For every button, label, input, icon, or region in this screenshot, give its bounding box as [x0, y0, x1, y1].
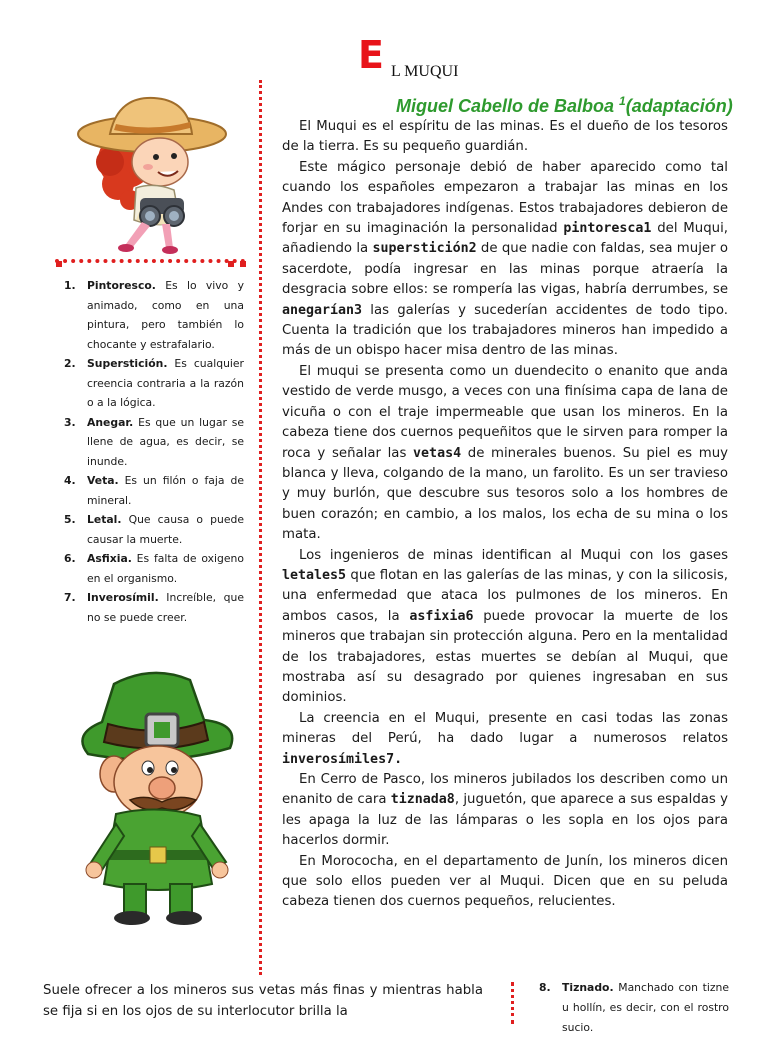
author-note: (adaptación): [625, 96, 733, 116]
glossary-item: 2. Superstición. Es cualquier creencia contraria a la razón o a la lógica.: [64, 357, 244, 409]
term-vetas: vetas4: [413, 445, 462, 461]
divider-square-right-1: [228, 261, 234, 267]
title-drop-cap: E: [358, 33, 384, 77]
glossary-item: 4. Veta. Es un filón o faja de mineral.: [64, 474, 244, 507]
girl-legs: [118, 222, 178, 254]
paragraph-6: En Cerro de Pasco, los mineros jubilados los describen como un enanito de cara tiznada8, juguetón, que aparece a sus espaldas y les apaga la luz de las lámparas o les sopla en los ojos para hacerlos dormir.: [282, 772, 728, 849]
paragraph-1: El Muqui es el espíritu de las minas. Es el dueño de los tesoros de la tierra. Es su pequeño guardián.: [282, 119, 728, 155]
paragraph-5: La creencia en el Muqui, presente en casi todas las zonas mineras del Perú, ha dado lugar a numerosos relatos inverosímiles7.: [282, 710, 728, 767]
girl-explorer-illustration: [70, 92, 230, 257]
vertical-dotted-divider: [259, 80, 262, 975]
glossary-item: 3. Anegar. Es que un lugar se llene de agua, es decir, se inunde.: [64, 415, 244, 468]
bottom-vertical-dotted-divider: [511, 982, 514, 1024]
paragraph-4: Los ingenieros de minas identifican al Muqui con los gases letales5 que flotan en las galerías de las minas, y con la silicosis, una enfermedad que ataca los pulmones de los mineros. En ambos casos, la asfixia6 puede provocar la muerte de los mineros que trabajan sin protección alguna. Pero en la mentalidad de los trabajadores, estas muertes se debían al Muqui, que mostraba así su desagrado por quienes ingresaban en sus dominios.: [282, 547, 728, 706]
muqui-body: [86, 809, 228, 890]
paragraph-2: Este mágico personaje debió de haber aparecido como tal cuando los españoles empezaron a trabajar las minas en los Andes con trabajadores indígenas. Estos trabajadores debieron de forjar en su imaginación la personalidad pintoresca1 del Muqui, añadiendo la superstición2 de que nadie con faldas, sea mujer o sacerdote, podía ingresar en las minas porque atraería la desgracia sobre ellos: se rompería las vigas, habría derrumbes, se anegarían3 las galerías y sucederían accidentes de todo tipo. Cuenta la tradición que los trabajadores mineros han impedido a más de un obispo hacer misa dentro de las minas.: [282, 159, 728, 359]
girl-face: [132, 138, 188, 186]
glossary-item: 6. Asfixia. Es falta de oxigeno en el organismo.: [64, 552, 244, 585]
author-footnote-mark: 1: [619, 94, 626, 108]
glossary-list: [64, 276, 244, 627]
term-pintoresca: pintoresca1: [563, 221, 652, 237]
paragraph-7: En Morococha, en el departamento de Junín, los mineros dicen que solo ellos pueden ver al Muqui. Dicen que en su peluda cabeza tienen dos cuernos pequeños, relucientes.: [282, 853, 728, 910]
muqui-face: [100, 746, 202, 818]
story-text: [282, 117, 728, 913]
term-asfixia: asfixia6: [409, 608, 474, 624]
title-text: L MUQUI: [391, 63, 459, 80]
divider-square-right-2: [240, 261, 246, 267]
divider-square-left: [56, 261, 62, 267]
glossary-item: 5. Letal. Que causa o puede causar la muerte.: [64, 513, 244, 546]
paragraph-3: El muqui se presenta como un duendecito o enanito que anda vestido de verde musgo, a veces con una finísima capa de lana de vicuña o con el traje impermeable que usan los mineros. En la cabeza tiene dos cuernos pequeñitos que le sirven para romper la roca y señalar las vetas4 de minerales buenos. Su piel es muy blanca y lleva, colgando de la mano, un farolito. Es un ser travieso y muy burlón, que descubre sus tesoros solo a los hombres de buen corazón; en cambio, a los malos, los echa de su mina o los mata.: [282, 363, 728, 543]
horizontal-dotted-divider: [55, 259, 245, 263]
term-tiznada: tiznada8: [390, 792, 455, 808]
continuation-text: Suele ofrecer a los mineros sus vetas más finas y mientras habla se fija si en los ojos de su interlocutor brilla la: [43, 983, 483, 1019]
author-line: [396, 94, 733, 117]
term-anegarian: anegarían3: [282, 302, 363, 318]
term-letales: letales5: [282, 567, 347, 583]
muqui-illustration: [62, 664, 252, 929]
glossary-item: 7. Inverosímil. Increíble, que no se puede creer.: [64, 591, 244, 624]
term-supersticion: superstición2: [372, 241, 477, 257]
glossary-item: 1. Pintoresco. Es lo vivo y animado, como en una pintura, pero también lo chocante y estrafalario.: [64, 279, 244, 351]
term-inverosimiles: inverosímiles7.: [282, 751, 403, 767]
glossary-item-8: 8. Tiznado. Manchado con tizne u hollín, es decir, con el rostro sucio.: [539, 981, 729, 1034]
author-name: Miguel Cabello de Balboa: [396, 96, 615, 116]
